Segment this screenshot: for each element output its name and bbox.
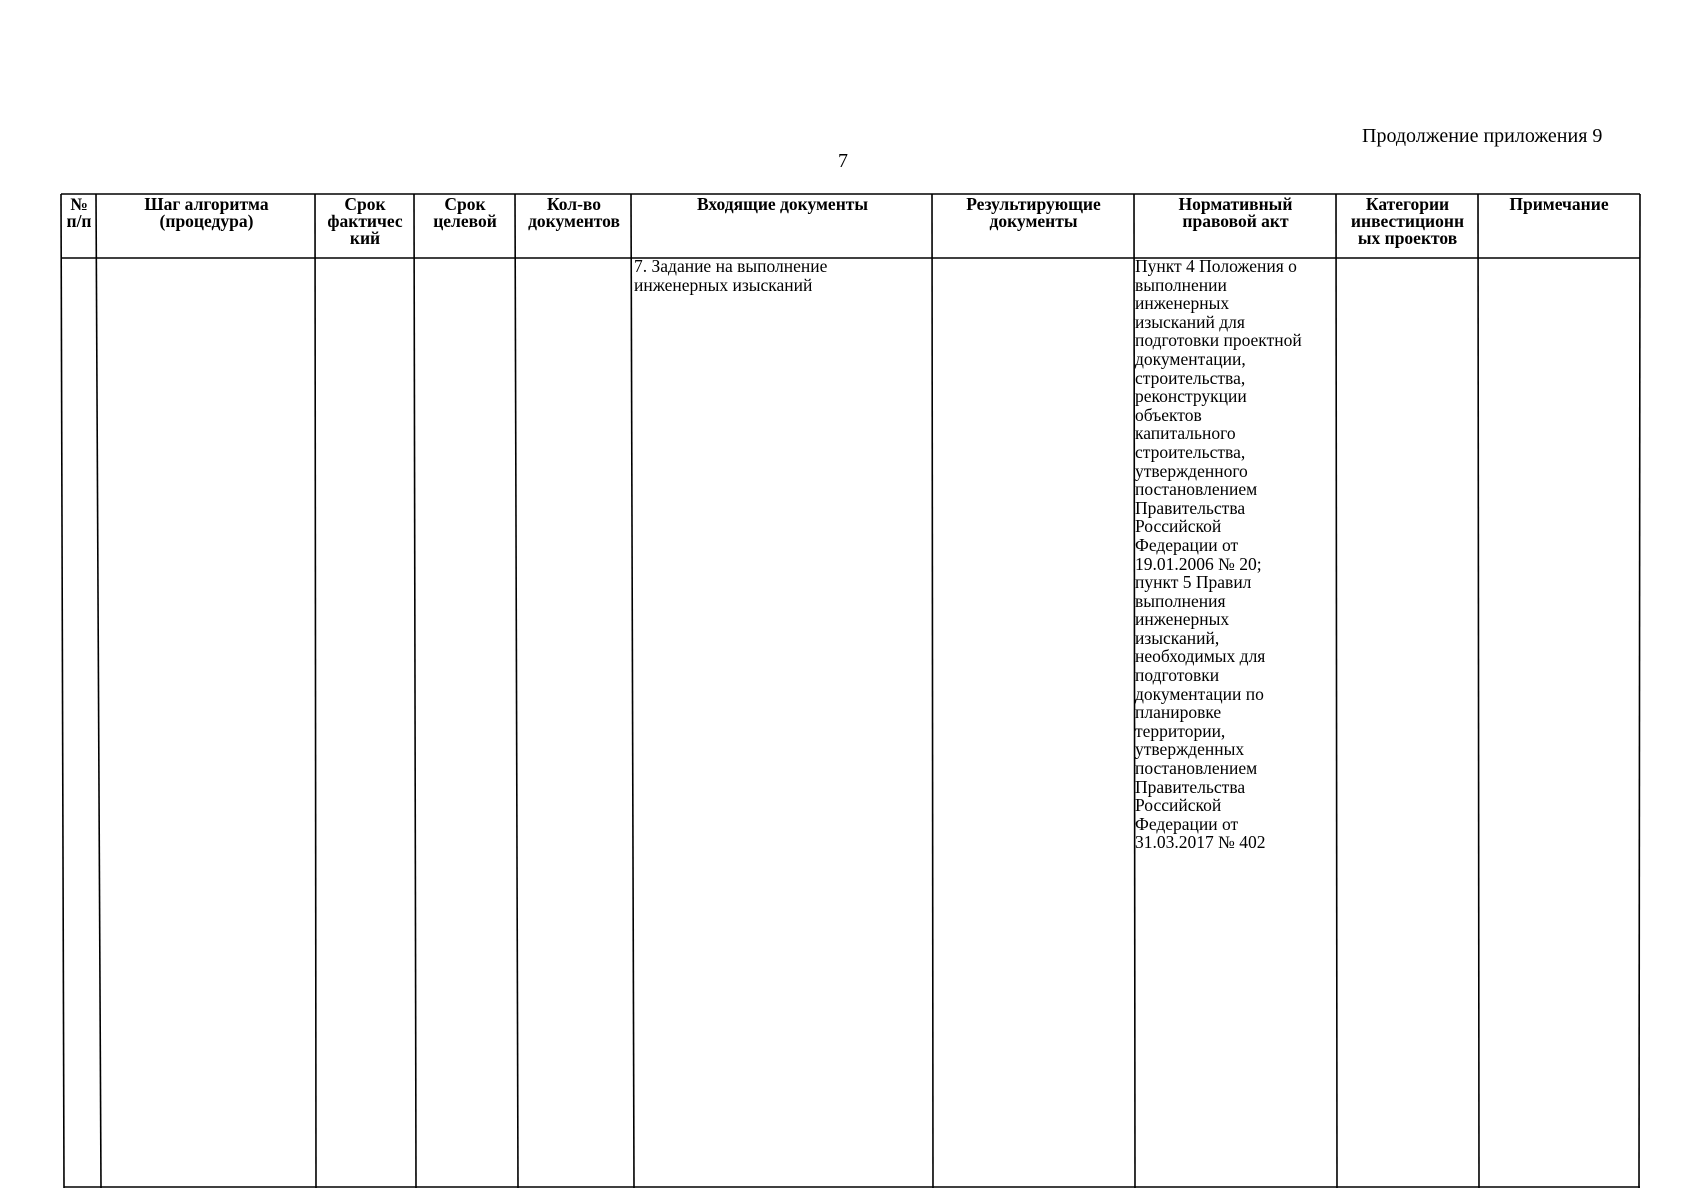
column-header-number: № п/п xyxy=(66,194,92,231)
column-header-resulting-documents: Результирующие документы xyxy=(966,194,1101,231)
page-number: 7 xyxy=(838,150,848,172)
column-header-doc-count: Кол-во документов xyxy=(528,194,620,231)
column-header-term-actual: Срок фактичес кий xyxy=(327,194,403,248)
column-header-legal-act: Нормативный правовой акт xyxy=(1178,194,1293,231)
cell-legal-act: Пункт 4 Положения о выполнении инженерных изысканий для подготовки проектной документации, строительства, реконструкции объектов капитального строительства, утвержденного постановлением Правительства Российской Федерации от 19.01.2006 № 20; пункт 5 Правил выполнения инженерных изысканий, необходимых для подготовки документации по планировке территории, утвержденных постановлением Правительства Российской Федерации от 31.03.2017 № 402 xyxy=(1135,256,1302,853)
column-header-investment-categories: Категории инвестиционн ых проектов xyxy=(1350,194,1465,248)
appendix-continuation-label: Продолжение приложения 9 xyxy=(1362,125,1603,147)
column-header-term-target: Срок целевой xyxy=(433,194,497,231)
cell-incoming-documents: 7. Задание на выполнение инженерных изысканий xyxy=(634,256,828,295)
column-header-step: Шаг алгоритма (процедура) xyxy=(144,194,269,231)
column-header-incoming-documents: Входящие документы xyxy=(696,194,869,214)
column-header-note: Примечание xyxy=(1509,194,1609,214)
